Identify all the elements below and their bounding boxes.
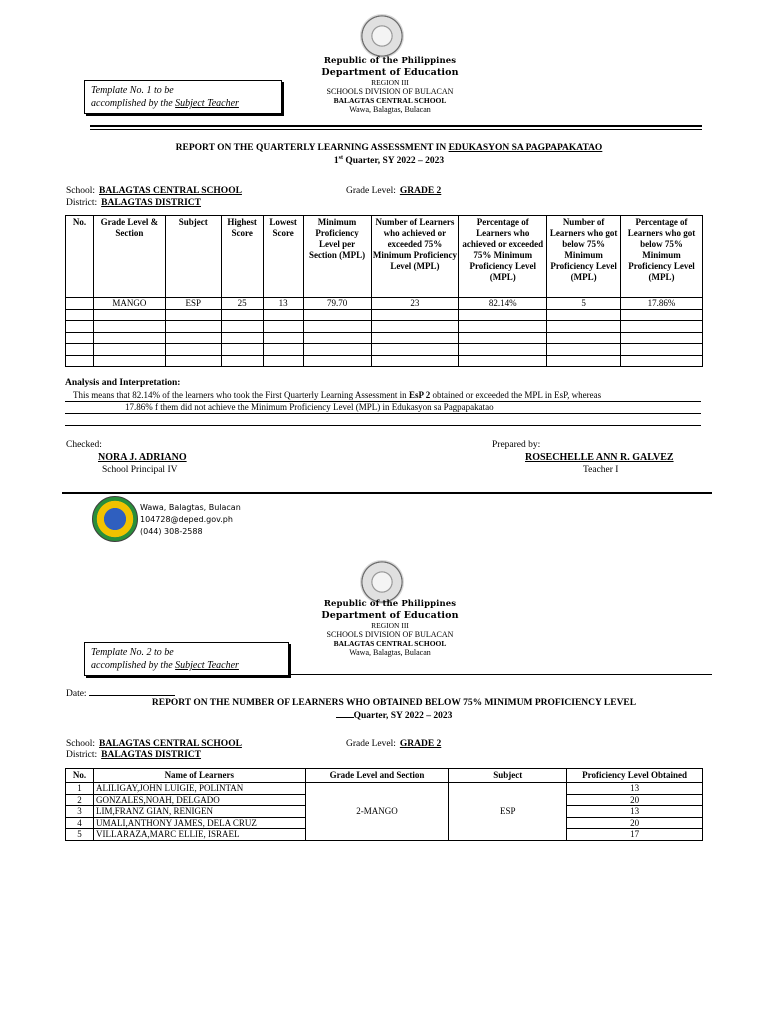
checked-title: School Principal IV	[102, 465, 178, 475]
checked-label: Checked:	[66, 440, 102, 450]
header-rule-thin	[90, 129, 702, 130]
prepared-label: Prepared by:	[492, 440, 541, 450]
division-text: SCHOOLS DIVISION OF BULACAN	[326, 87, 454, 96]
report2-title: REPORT ON THE NUMBER OF LEARNERS WHO OBTAINED BELOW 75% MINIMUM PROFICIENCY LEVEL	[151, 698, 637, 708]
section-cell: MANGO	[93, 298, 165, 310]
department-text: Department of Education	[321, 67, 459, 78]
col-header: No.	[66, 769, 94, 783]
below-count-cell: 5	[547, 298, 621, 310]
footer-rule	[62, 492, 712, 494]
col-header: Number of Learners who got below 75% Minimum Proficiency Level (MPL)	[547, 216, 621, 298]
learner-name: UMALI,ANTHONY JAMES, DELA CRUZ	[93, 817, 305, 829]
checked-name: NORA J. ADRIANO	[98, 452, 187, 463]
col-header: Proficiency Level Obtained	[567, 769, 703, 783]
footer-phone: (044) 308-2588	[140, 527, 203, 536]
col-header: Grade Level & Section	[93, 216, 165, 298]
template-line2: accomplished by the Subject Teacher	[91, 98, 239, 109]
learner-name: VILLARAZA,MARC ELLIE, ISRAEL	[93, 829, 305, 841]
below-percent-cell: 17.86%	[621, 298, 703, 310]
footer-email: 104728@deped.gov.ph	[140, 515, 233, 524]
learner-name: LIM,FRANZ GIAN, RENIGEN	[93, 806, 305, 818]
template-line1: Template No. 1 to be	[91, 85, 174, 96]
col-header: Lowest Score	[263, 216, 303, 298]
republic-text: Republic of the Philippines	[323, 56, 457, 66]
deped-seal-icon	[360, 560, 404, 604]
address-text: Wawa, Balagtas, Bulacan	[349, 105, 431, 114]
district-field: District: BALAGTAS DISTRICT	[66, 198, 202, 208]
col-header: Number of Learners who achieved or exceeded 75% Minimum Proficiency Level (MPL)	[371, 216, 459, 298]
header-rule	[90, 125, 702, 127]
district-field: District: BALAGTAS DISTRICT	[66, 750, 202, 760]
col-header: Subject	[449, 769, 567, 783]
template-note: Template No. 2 to be accomplished by the Subject Teacher	[84, 642, 289, 676]
subject-cell: ESP	[449, 783, 567, 841]
table-row	[66, 321, 703, 333]
date-blank	[89, 687, 175, 696]
table-row	[66, 344, 703, 356]
col-header: Highest Score	[221, 216, 263, 298]
region-text: REGION III	[371, 78, 409, 87]
table-row: 3 LIM,FRANZ GIAN, RENIGEN 13	[66, 806, 703, 818]
achieved-percent-cell: 82.14%	[459, 298, 547, 310]
learner-name: ALILIGAY,JOHN LUIGIE, POLINTAN	[93, 783, 305, 795]
proficiency-cell: 17	[567, 829, 703, 841]
letterhead	[260, 56, 520, 114]
col-header: Percentage of Learners who got below 75% Minimum Proficiency Level (MPL)	[621, 216, 703, 298]
col-header: Minimum Proficiency Level per Section (MPL)	[303, 216, 371, 298]
school-logo-icon	[92, 496, 138, 542]
table-row	[66, 332, 703, 344]
school-field: School: BALAGTAS CENTRAL SCHOOL	[66, 186, 242, 196]
mpl-cell: 79.70	[303, 298, 371, 310]
table-row: 1 ALILIGAY,JOHN LUIGIE, POLINTAN 2-MANGO ESP 13	[66, 783, 703, 795]
report2-quarter: Quarter, SY 2022 – 2023	[94, 710, 694, 721]
prepared-name: ROSECHELLE ANN R. GALVEZ	[525, 452, 674, 463]
deped-seal-icon	[360, 14, 404, 58]
table-row: 2 GONZALES,NOAH, DELGADO 20	[66, 794, 703, 806]
report1-quarter: 1st Quarter, SY 2022 – 2023	[333, 155, 445, 167]
lowest-score-cell: 13	[263, 298, 303, 310]
proficiency-cell: 20	[567, 794, 703, 806]
section-cell: 2-MANGO	[305, 783, 449, 841]
table-header-row	[66, 769, 703, 783]
school-text: BALAGTAS CENTRAL SCHOOL	[333, 96, 447, 105]
proficiency-cell: 13	[567, 806, 703, 818]
grade-field: Grade Level: GRADE 2	[346, 186, 442, 196]
report1-title: REPORT ON THE QUARTERLY LEARNING ASSESSMENT IN EDUKASYON SA PAGPAPAKATAO	[175, 143, 603, 153]
learners-table	[65, 768, 703, 841]
learner-name: GONZALES,NOAH, DELGADO	[93, 794, 305, 806]
header-rule	[290, 674, 712, 675]
school-field: School: BALAGTAS CENTRAL SCHOOL	[66, 739, 242, 749]
analysis-heading: Analysis and Interpretation:	[65, 378, 181, 388]
subject-cell: ESP	[165, 298, 221, 310]
table-row	[66, 309, 703, 321]
template-note	[84, 80, 282, 114]
analysis-line1: This means that 82.14% of the learners who took the First Quarterly Learning Assessment in EsP 2 obtained or exceeded the MPL in EsP, whereas	[65, 390, 701, 402]
col-header: Grade Level and Section	[305, 769, 449, 783]
footer-contact	[140, 502, 241, 538]
table-header-row	[66, 216, 703, 298]
table-row	[66, 355, 703, 367]
analysis-blank-line	[65, 425, 701, 426]
col-header: Name of Learners	[93, 769, 305, 783]
grade-field: Grade Level: GRADE 2	[346, 739, 442, 749]
assessment-table	[65, 215, 703, 367]
highest-score-cell: 25	[221, 298, 263, 310]
proficiency-cell: 13	[567, 783, 703, 795]
col-header: Percentage of Learners who achieved or exceeded 75% Minimum Proficiency Level (MPL)	[459, 216, 547, 298]
table-row: 5 VILLARAZA,MARC ELLIE, ISRAEL 17	[66, 829, 703, 841]
analysis-line2: 17.86% f them did not achieve the Minimum Proficiency Level (MPL) in Edukasyon sa Pagpapakatao	[65, 402, 701, 414]
letterhead: Republic of the Philippines Department of Education REGION III SCHOOLS DIVISION OF BULACAN BALAGTAS CENTRAL SCHOOL Wawa, Balagtas, Bulacan	[321, 599, 459, 657]
table-row	[66, 298, 703, 310]
proficiency-cell: 20	[567, 817, 703, 829]
footer-address: Wawa, Balagtas, Bulacan	[140, 503, 241, 512]
col-header: No.	[66, 216, 94, 298]
col-header: Subject	[165, 216, 221, 298]
table-row: 4 UMALI,ANTHONY JAMES, DELA CRUZ 20	[66, 817, 703, 829]
date-field: Date:	[66, 687, 175, 699]
achieved-count-cell: 23	[371, 298, 459, 310]
prepared-title: Teacher I	[583, 465, 619, 475]
